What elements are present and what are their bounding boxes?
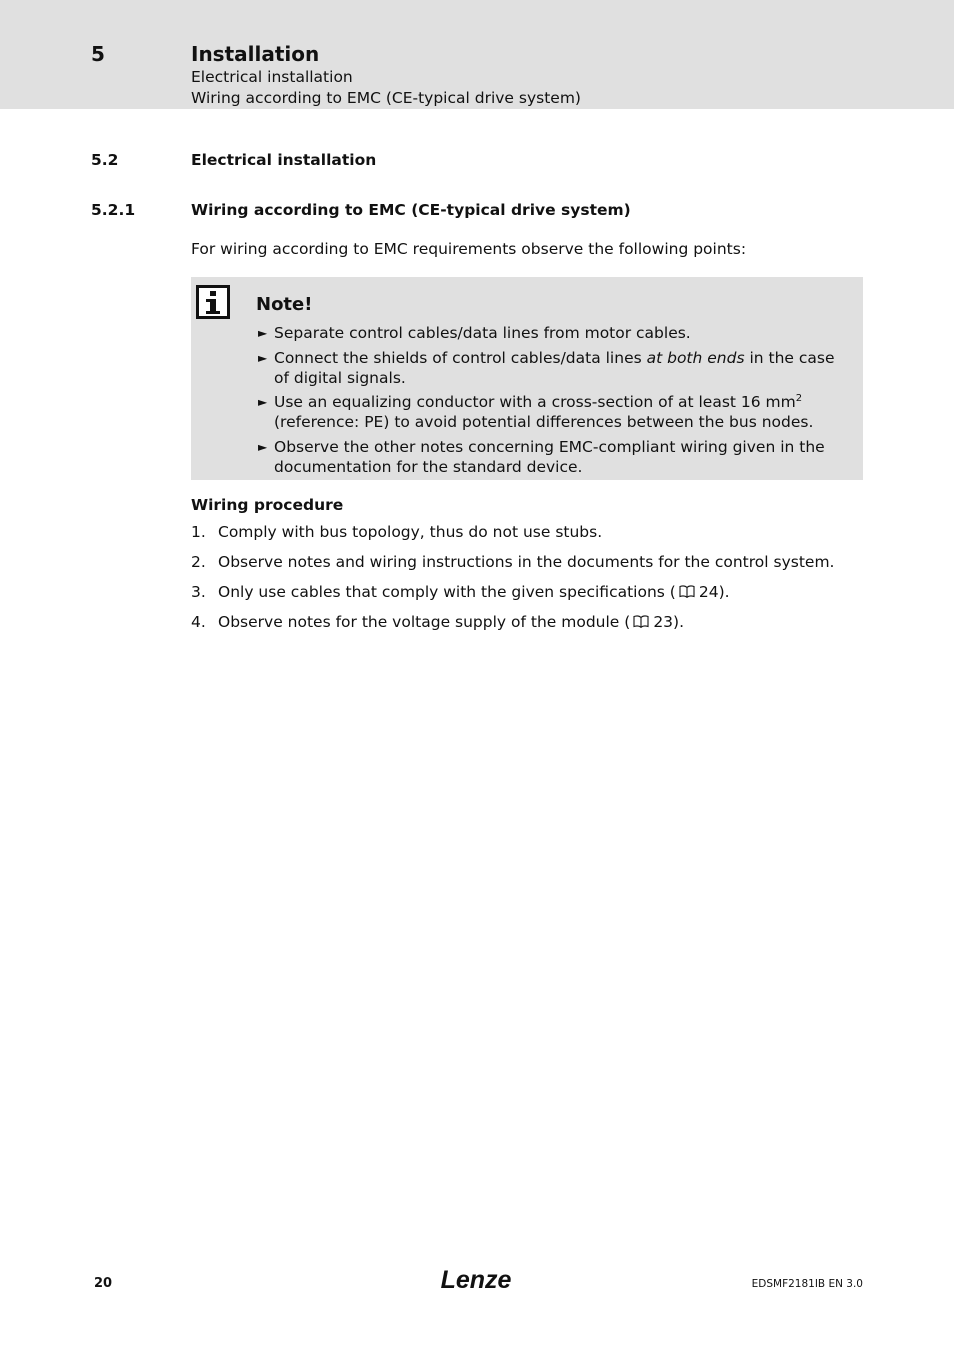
header-subtitle-2: Wiring according to EMC (CE-typical drive system): [191, 89, 581, 107]
chapter-title: Installation: [191, 42, 320, 66]
svg-text:Lenze: Lenze: [440, 1266, 512, 1294]
book-icon: [633, 615, 649, 628]
note-item-text-part: in the case of digital signals.: [274, 349, 835, 387]
step-number: 1.: [191, 523, 206, 541]
superscript: 2: [795, 393, 803, 404]
step-text-part: ).: [718, 583, 730, 601]
step-text-part: ).: [673, 613, 685, 631]
document-id: EDSMF2181IB EN 3.0: [751, 1278, 863, 1290]
section-number: 5.2: [91, 151, 119, 169]
chapter-number: 5: [91, 42, 105, 66]
step-text: [218, 583, 730, 601]
book-icon: [679, 585, 695, 598]
bullet-arrow-icon: ►: [258, 440, 268, 454]
step-text-part: Observe notes for the voltage supply of the module (: [218, 613, 631, 631]
subsection-title: Wiring according to EMC (CE-typical drive system): [191, 201, 631, 219]
page-number: 20: [94, 1276, 113, 1291]
procedure-title: Wiring procedure: [191, 496, 344, 514]
step-number: 3.: [191, 583, 206, 601]
bullet-arrow-icon: ►: [258, 326, 268, 340]
bullet-arrow-icon: ►: [258, 395, 268, 409]
section-title: Electrical installation: [191, 151, 377, 169]
note-item-text: [274, 392, 854, 432]
step-number: 2.: [191, 553, 206, 571]
step-text: Comply with bus topology, thus do not use stubs.: [218, 523, 603, 541]
note-item-text: Observe the other notes concerning EMC-compliant wiring given in the documentation for the standard device.: [274, 438, 825, 476]
lenze-logo: [438, 1262, 514, 1296]
note-item-text: Separate control cables/data lines from motor cables.: [274, 324, 691, 342]
note-item-text-part: Use an equalizing conductor with a cross-section of at least 16 mm: [274, 393, 796, 411]
step-text: Observe notes and wiring instructions in the documents for the control system.: [218, 553, 835, 571]
note-title: Note!: [256, 294, 313, 315]
subsection-number: 5.2.1: [91, 201, 136, 219]
page-reference-link[interactable]: 23: [653, 613, 674, 631]
bullet-arrow-icon: ►: [258, 351, 268, 365]
note-item-emphasis: at both ends: [646, 349, 745, 367]
step-text-part: Only use cables that comply with the given specifications (: [218, 583, 676, 601]
intro-text: For wiring according to EMC requirements observe the following points:: [191, 240, 747, 258]
note-item-text-part: Connect the shields of control cables/data lines: [274, 349, 647, 367]
page-reference-link[interactable]: 24: [698, 583, 719, 601]
header-subtitle-1: Electrical installation: [191, 68, 353, 86]
note-item-text-part: (reference: PE) to avoid potential differences between the bus nodes.: [274, 413, 814, 431]
info-icon: [196, 285, 230, 319]
step-text: [218, 613, 684, 631]
note-item-text: [274, 348, 854, 388]
step-number: 4.: [191, 613, 206, 631]
